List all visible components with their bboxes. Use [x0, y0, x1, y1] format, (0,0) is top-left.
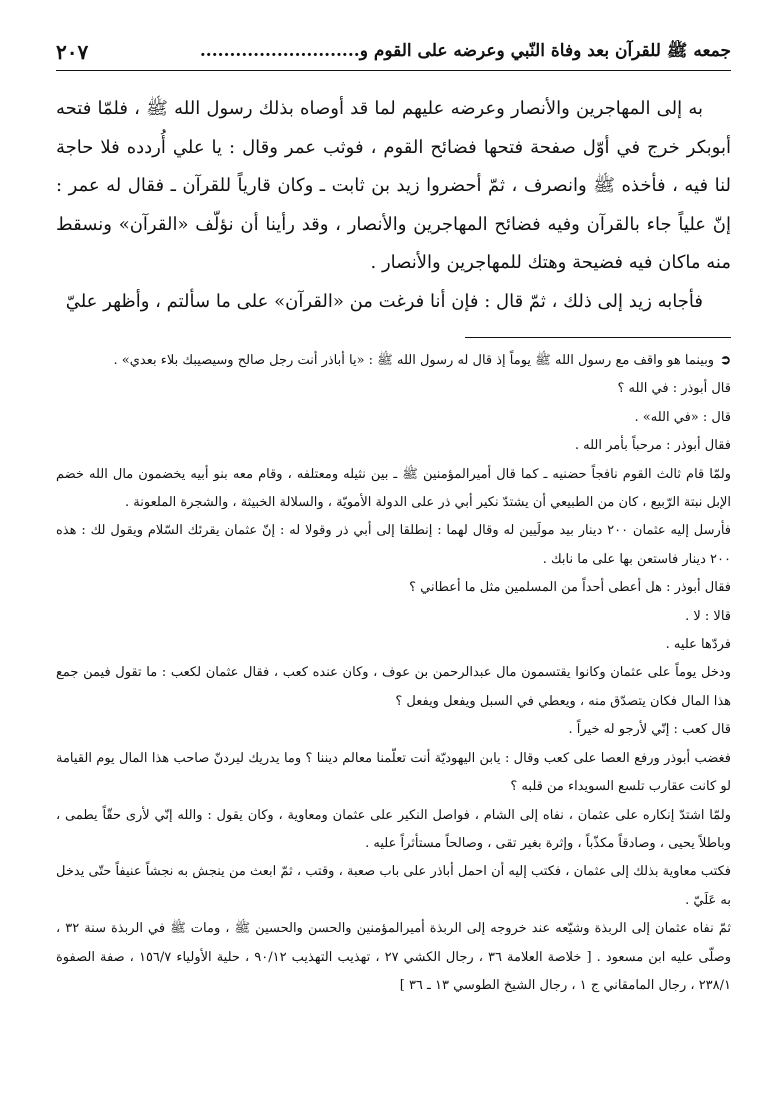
- footnote-paragraph: ولمّا قام ثالث القوم نافجاً حضنيه ـ كما قال أميرالمؤمنين ﷺ ـ بين نثيله ومعتلفه ، وقام معه بنو أبيه يخضمون مال الله خضم الإبل نبتة الرّبيع ، كان من الطبيعي أن يشتدّ نكير أبي ذر على الدولة الأمويّة ، والسلالة الخبيثة ، والشجرة الملعونة .: [56, 466, 731, 511]
- footnote-paragraph: قال أبوذر : في الله ؟: [617, 381, 731, 397]
- running-header: [56, 34, 731, 71]
- footnote-paragraph: قال كعب : إنّي لأرجو له خيراً .: [568, 722, 731, 738]
- main-text: [56, 90, 731, 321]
- footnote-text: وبينما هو واقف مع رسول الله ﷺ يوماً إذ قال له رسول الله ﷺ : «يا أباذر أنت رجل صالح وسيصيبك بلاء بعدي» .: [113, 353, 715, 368]
- footnote-paragraph: قال : «في الله» .: [634, 409, 731, 425]
- footnote-paragraph: فردّها عليه .: [665, 637, 731, 653]
- footnote-paragraph: فأرسل إليه عثمان ٢٠٠ دينار بيد مولَيين له وقال لهما : إنطلقا إلى أبي ذر وقولا له : إنّ عثمان يقرئك السّلام ويقول لك : هذه ٢٠٠ دينار فاستعن بها على ما نابك .: [56, 523, 731, 567]
- footnote-paragraph: ولمّا اشتدّ إنكاره على عثمان ، نفاه إلى الشام ، فواصل النكير على عثمان ومعاوية ، وكان يقول : والله إنّي لأرى حقّاً يطمى ، وباطلاً يحيى ، وصادقاً مكذّباً ، وإثرة بغير تقى ، وصالحاً مستأثراً عليه .: [56, 807, 731, 851]
- main-paragraph: فأجابه زيد إلى ذلك ، ثمّ قال : فإن أنا فرغت من «القرآن» على ما سألتم ، وأظهر عليّ: [65, 290, 703, 312]
- header-title: جمعه ﷺ للقرآن بعد وفاة النّبي وعرضه على القوم و...........................: [199, 40, 731, 61]
- continuation-arrow-icon: ➲: [720, 353, 731, 368]
- page-number: ٢٠٧: [56, 40, 89, 64]
- footnote-paragraph: قالا : لا .: [685, 608, 731, 624]
- main-paragraph: به إلى المهاجرين والأنصار وعرضه عليهم لما قد أوصاه بذلك رسول الله ﷺ ، فلمّا فتحه أبوبكر خرج في أوّل صفحة فتحها فضائح القوم ، فوثب عمر وقال : يا علي أُردده فلا حاجة لنا فيه ، فأخذه ﷺ وانصرف ، ثمّ أحضروا زيد بن ثابت ـ وكان قارياً للقرآن ـ فقال له عمر : إنّ علياً جاء بالقرآن وفيه فضائح المهاجرين والأنصار ، وقد رأينا أن نؤلّف «القرآن» ونسقط منه ماكان فيه فضيحة وهتك للمهاجرين والأنصار .: [56, 98, 731, 273]
- footnote-divider: [465, 337, 731, 338]
- footnote-paragraph: [56, 347, 731, 375]
- footnote-paragraph: ثمّ نفاه عثمان إلى الربذة وشيّعه عند خروجه إلى الربذة أميرالمؤمنين والحسن والحسين ﷺ ، ومات ﷺ في الربذة سنة ٣٢ ، وصلّى عليه ابن مسعود . [ خلاصة العلامة ٣٦ ، رجال الكشي ٢٧ ، تهذيب التهذيب ٩٠/١٢ ، حلية الأولياء ١٥٦/٧ ، صفة الصفوة ٢٣٨/١ ، رجال المامقاني ج ١ ، رجال الشيخ الطوسي ١٣ ـ ٣٦ ]: [56, 921, 732, 993]
- footnote-paragraph: ودخل يوماً على عثمان وكانوا يقتسمون مال عبدالرحمن بن عوف ، وكان عنده كعب ، فقال عثمان لكعب : ما تقول فيمن جمع هذا المال فكان يتصدّق منه ، ويعطي في السبل ويفعل ويفعل ؟: [56, 665, 731, 709]
- footnote-paragraph: فقال أبوذر : مرحباً بأمر الله .: [574, 438, 731, 454]
- footnote-paragraph: فقال أبوذر : هل أعطى أحداً من المسلمين مثل ما أعطاني ؟: [409, 580, 731, 596]
- footnote-block: [56, 347, 731, 1000]
- footnote-paragraph: فكتب معاوية بذلك إلى عثمان ، فكتب إليه أن احمل أباذر على باب صعبة ، وقتب ، ثمّ ابعث من ينجش به نجشاً عنيفاً حتّى يدخل به عَلَيّ .: [56, 864, 731, 908]
- footnote-paragraph: فغضب أبوذر ورفع العصا على كعب وقال : يابن اليهوديّة أنت تعلّمنا معالم ديننا ؟ وما يدريك ليردنّ صاحب هذا المال يوم القيامة لو كانت عقارب تلسع السويداء من قلبه ؟: [56, 750, 731, 795]
